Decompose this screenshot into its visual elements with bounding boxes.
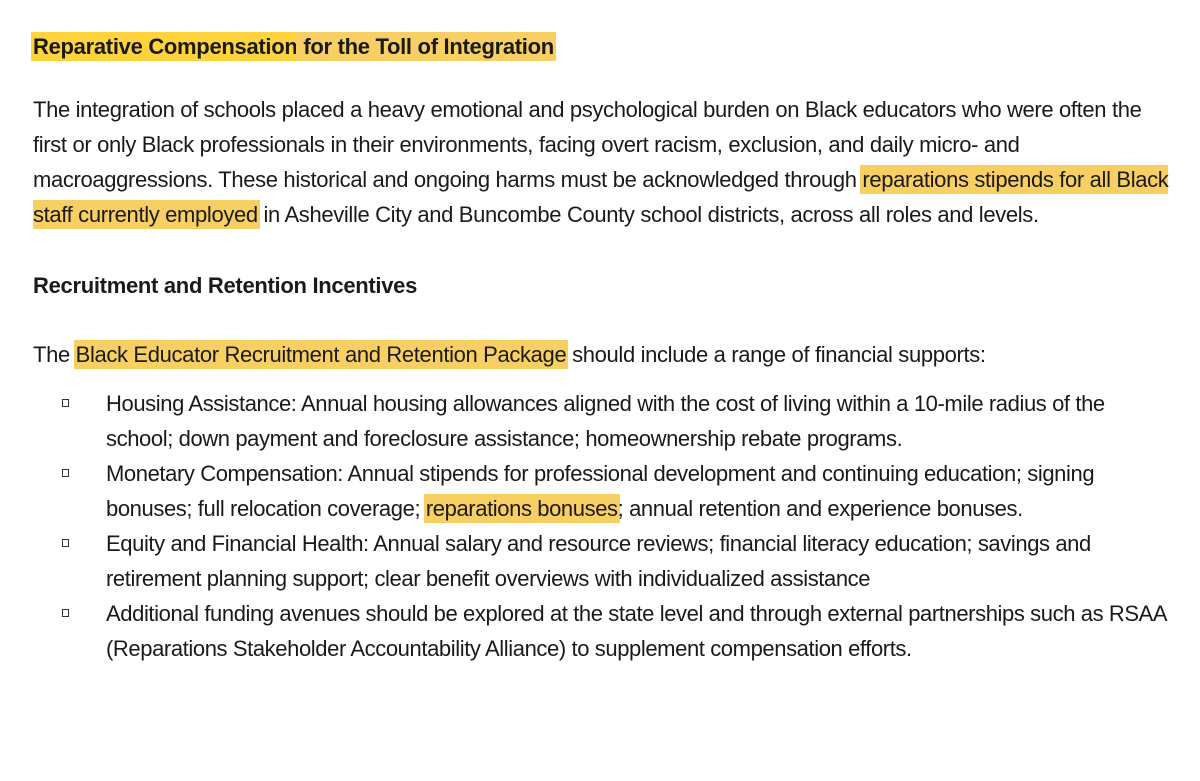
bullet-monetary-compensation [33,456,1173,526]
heading-highlight: Reparative Compensation [33,34,298,59]
lead-after: should include a range of financial supports: [566,342,986,367]
lead-before: The [33,342,76,367]
bullet-text-after: ; annual retention and experience bonuses. [617,496,1023,521]
intro-paragraph [33,92,1173,232]
bullet-highlight: reparations bonuses [425,496,618,521]
intro-text-before: The integration of schools placed a heavy emotional and psychological burden on Black educators who were often the first or only Black professionals in their environments, facing overt racism, exclusion, and daily micro- and macroaggressions. These historical and ongoing harms must be acknowledged through [33,97,1142,192]
intro-highlight: reparations stipends for all Black staff currently employed [33,167,1169,227]
square-bullet-icon [62,609,69,617]
square-bullet-icon [62,539,69,547]
bullet-housing-assistance [33,386,1173,456]
bullet-text-before: Monetary Compensation: Annual stipends for professional development and continuing education; signing bonuses; full relocation coverage; [106,461,1095,521]
intro-text-after: in Asheville City and Buncombe County school districts, across all roles and levels. [257,202,1039,227]
bullet-text: Equity and Financial Health: Annual salary and resource reviews; financial literacy education; savings and retirement planning support; clear benefit overviews with individualized assistance [106,531,1091,591]
heading-rest: for the Toll of Integration [297,34,554,59]
document-body [33,33,1173,666]
square-bullet-icon [62,469,69,477]
bullet-text: Housing Assistance: Annual housing allowances aligned with the cost of living within a 10-mile radius of the school; down payment and foreclosure assistance; homeownership rebate programs. [106,391,1105,451]
support-bullet-list [33,386,1173,666]
package-lead-paragraph [33,337,1173,372]
section-heading-reparative-compensation [33,33,1173,61]
square-bullet-icon [62,399,69,407]
bullet-additional-funding [33,596,1173,666]
section-heading-recruitment: Recruitment and Retention Incentives [33,273,418,298]
bullet-equity-financial-health [33,526,1173,596]
bullet-text: Additional funding avenues should be explored at the state level and through external partnerships such as RSAA (Reparations Stakeholder Accountability Alliance) to supplement compensation efforts. [106,601,1166,661]
lead-highlight: Black Educator Recruitment and Retention Package [75,342,567,367]
